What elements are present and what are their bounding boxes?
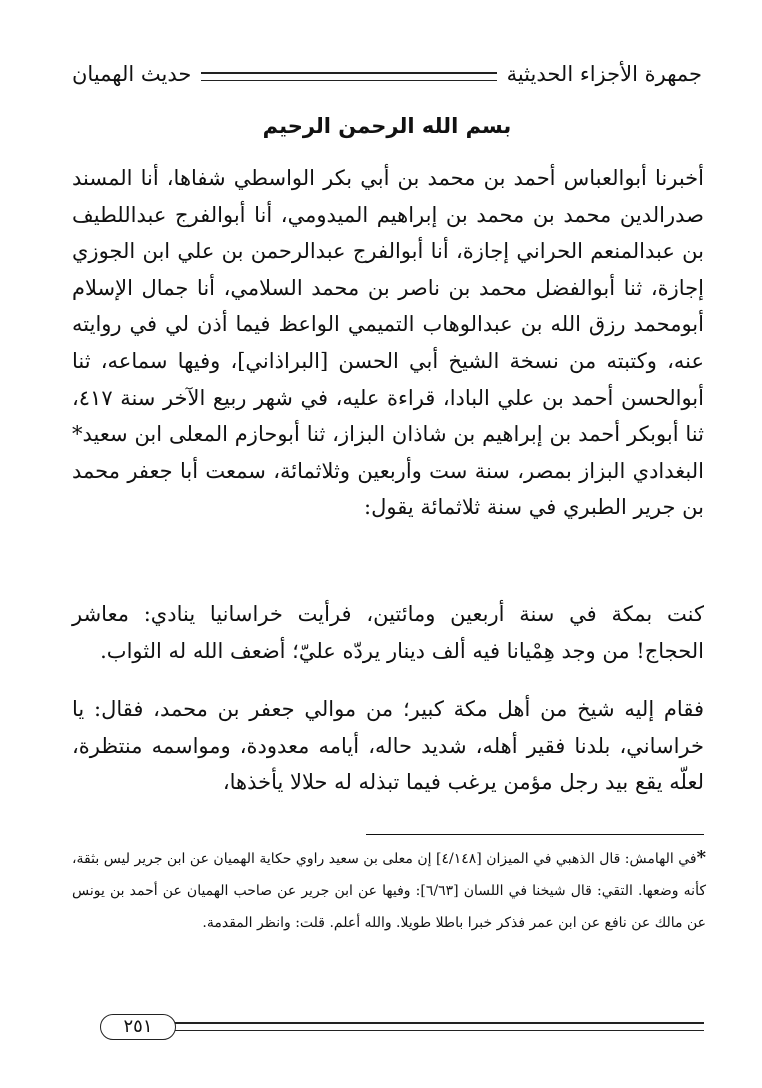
header-divider <box>201 72 496 81</box>
footnote-divider <box>366 834 704 835</box>
footer-divider <box>174 1022 704 1031</box>
footnote-text: في الهامش: قال الذهبي في الميزان [٤/١٤٨] إن معلى بن سعيد راوي حكاية الهميان عن ابن جرير ليس بثقة، كأنه وضعها. التقي: قال شيخنا في اللسان [٦/٦٣]: وفيها عن ابن جرير عن صاحب الهميان عن أحمد بن يونس عن مالك عن نافع عن ابن عمر فذكر خبرا باطلا طويلا. والله أعلم. قلت: وانظر المقدمة. <box>72 851 706 931</box>
page-footer <box>90 1014 704 1040</box>
paragraph-makki-sheikh: فقام إليه شيخ من أهل مكة كبير؛ من موالي جعفر بن محمد، فقال: يا خراساني، بلدنا فقير أهله، شديد حاله، أيامه معدودة، ومواسمه منتظرة، لعلّه يقع بيد رجل مؤمن يرغب فيما تبذله له حلالا يأخذها، <box>72 697 704 795</box>
footnote <box>72 842 706 939</box>
footnote-mark: * <box>696 847 707 868</box>
page-number: ٢٥١ <box>100 1014 176 1040</box>
running-header <box>72 52 702 96</box>
paragraph-isnad: أخبرنا أبوالعباس أحمد بن محمد بن أبي بكر الواسطي شفاها، أنا المسند صدرالدين محمد بن محمد بن إبراهيم الميدومي، أنا أبوالفرج عبداللطيف بن عبدالمنعم الحراني إجازة، أنا أبوالفرج عبدالرحمن بن علي ابن الجوزي إجازة، ثنا أبوالفضل محمد بن ناصر بن محمد السلامي، أنا جمال الإسلام أبومحمد رزق الله بن عبدالوهاب التميمي الواعظ فيما أذن لي في روايته عنه، وكتبته من نسخة الشيخ أبي الحسن [البراذاني]، وفيها سماعه، ثنا أبوالحسن أحمد بن علي البادا، قراءة عليه، في شهر ربيع الآخر سنة ٤١٧، ثنا أبوبكر أحمد بن إبراهيم بن شاذان البزاز، ثنا أبوحازم المعلى ابن سعيد* البغدادي البزاز بمصر، سنة ست وأربعين وثلاثمائة، سمعت أبا جعفر محمد بن جرير الطبري في سنة ثلاثمائة يقول: <box>72 166 704 520</box>
section-title: حديث الهميان <box>72 62 192 86</box>
book-title: جمهرة الأجزاء الحديثية <box>506 62 702 86</box>
bismillah-heading: بسم الله الرحمن الرحيم <box>262 114 512 138</box>
paragraph-khurasani: كنت بمكة في سنة أربعين ومائتين، فرأيت خراسانيا ينادي: معاشر الحجاج! من وجد هِمْيانا فيه ألف دينار يردّه عليّ؛ أضعف الله له الثواب. <box>72 602 704 663</box>
